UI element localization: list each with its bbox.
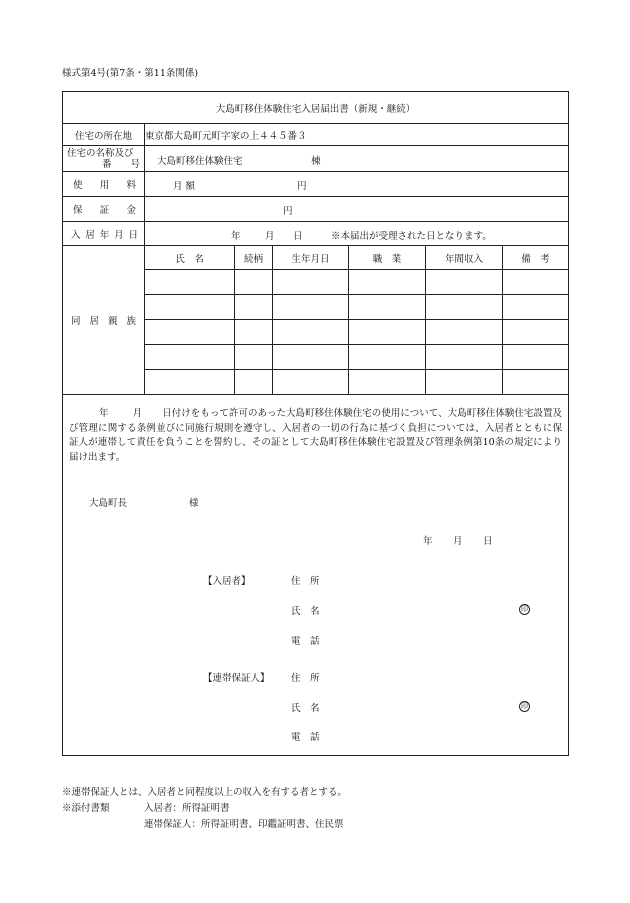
family-header-occupation: 職 業	[349, 246, 426, 270]
deposit-label: 保 証 金	[63, 197, 145, 222]
deposit-field[interactable]	[145, 197, 569, 222]
move-in-label: 入 居 年 月 日	[63, 222, 145, 246]
family-cell[interactable]	[145, 270, 235, 295]
family-cell[interactable]	[145, 320, 235, 345]
form-number: 様式第4号(第7条・第11条関係)	[62, 68, 199, 79]
family-header-remarks: 備 考	[503, 246, 569, 270]
move-in-day: 日	[293, 231, 303, 242]
date-month: 月	[453, 536, 463, 547]
resident-label: 【入居者】	[203, 576, 251, 587]
housing-unit: 棟	[311, 156, 321, 167]
family-cell[interactable]	[426, 295, 503, 320]
declaration-section	[63, 395, 569, 756]
resident-address-label: 住 所	[291, 576, 320, 587]
family-header-name: 氏 名	[145, 246, 235, 270]
move-in-field[interactable]	[145, 222, 569, 246]
date-year: 年	[423, 536, 433, 547]
form-title: 大島町移住体験住宅入居届出書（新規・継続）	[63, 92, 569, 124]
family-cell[interactable]	[235, 320, 273, 345]
family-cell[interactable]	[426, 370, 503, 395]
declaration-text: 日付けをもって許可のあった大島町移住体験住宅の使用について、大島町移住体験住宅設置及び管理に関する条例並びに同施行規則を遵守し、入居者の一切の行為に基づく負担については、入居者とともに保証人が連帯して責任を負うことを誓約し、その証として大島町移住体験住宅設置及び管理条例第10条の規定により届け出ます。	[69, 408, 563, 463]
deposit-yen: 円	[283, 206, 293, 217]
family-cell[interactable]	[145, 345, 235, 370]
family-cell[interactable]	[235, 370, 273, 395]
rent-field[interactable]	[145, 172, 569, 197]
family-cell[interactable]	[426, 320, 503, 345]
guarantor-seal-icon: 印	[521, 702, 528, 710]
declaration-year: 年	[99, 408, 109, 419]
address-label: 住宅の所在地	[63, 124, 145, 146]
family-header-income: 年間収入	[426, 246, 503, 270]
family-cell[interactable]	[503, 270, 569, 295]
declaration-month: 月	[132, 408, 143, 419]
resident-name-label: 氏 名	[291, 606, 320, 617]
family-cell[interactable]	[235, 295, 273, 320]
addressee-name: 大島町長	[89, 498, 128, 509]
family-cell[interactable]	[145, 295, 235, 320]
family-cell[interactable]	[503, 320, 569, 345]
attachments-label: ※添付書類	[62, 803, 110, 814]
resident-phone-label: 電 話	[291, 636, 320, 647]
family-cell[interactable]	[273, 295, 349, 320]
guarantor-note: ※連帯保証人とは、入居者と同程度以上の収入を有する者とする。	[62, 787, 348, 798]
rent-label: 使 用 料	[63, 172, 145, 197]
family-cell[interactable]	[426, 270, 503, 295]
family-cell[interactable]	[273, 270, 349, 295]
family-cell[interactable]	[273, 345, 349, 370]
guarantor-name-label: 氏 名	[291, 703, 320, 714]
application-form	[62, 91, 569, 756]
family-cell[interactable]	[273, 320, 349, 345]
family-cell[interactable]	[235, 345, 273, 370]
rent-yen: 円	[297, 181, 307, 192]
family-header-birthdate: 生年月日	[273, 246, 349, 270]
family-cell[interactable]	[235, 270, 273, 295]
family-cell[interactable]	[349, 370, 426, 395]
family-cell[interactable]	[273, 370, 349, 395]
move-in-year: 年	[231, 231, 241, 242]
family-cell[interactable]	[145, 370, 235, 395]
move-in-note: ※本届出が受理された日となります。	[331, 231, 492, 242]
family-header-relation: 続柄	[235, 246, 273, 270]
attachments-guarantor: 連帯保証人：所得証明書、印鑑証明書、住民票	[144, 819, 344, 830]
date-day: 日	[483, 536, 493, 547]
housing-name-value: 大島町移住体験住宅	[157, 156, 243, 167]
move-in-month: 月	[265, 231, 275, 242]
family-cell[interactable]	[503, 345, 569, 370]
resident-seal-icon: 印	[521, 605, 528, 613]
family-cell[interactable]	[426, 345, 503, 370]
address-value: 東京都大島町元町字家の上４４５番３	[145, 124, 569, 146]
family-cell[interactable]	[349, 270, 426, 295]
family-cell[interactable]	[349, 345, 426, 370]
family-cell[interactable]	[349, 320, 426, 345]
declaration-paragraph	[63, 395, 568, 465]
addressee-honorific: 様	[189, 498, 199, 509]
guarantor-phone-label: 電 話	[291, 732, 320, 743]
family-cell[interactable]	[503, 370, 569, 395]
family-cell[interactable]	[349, 295, 426, 320]
family-cell[interactable]	[503, 295, 569, 320]
rent-monthly-label: 月 額	[173, 181, 196, 192]
housing-name-field[interactable]	[145, 146, 569, 172]
guarantor-address-label: 住 所	[291, 673, 320, 684]
guarantor-label: 【連帯保証人】	[203, 673, 270, 684]
family-label: 同 居 親 族	[63, 246, 145, 395]
housing-name-label: 住宅の名称及び 番 号	[63, 146, 145, 172]
attachments-resident: 入居者：所得証明書	[144, 803, 230, 814]
